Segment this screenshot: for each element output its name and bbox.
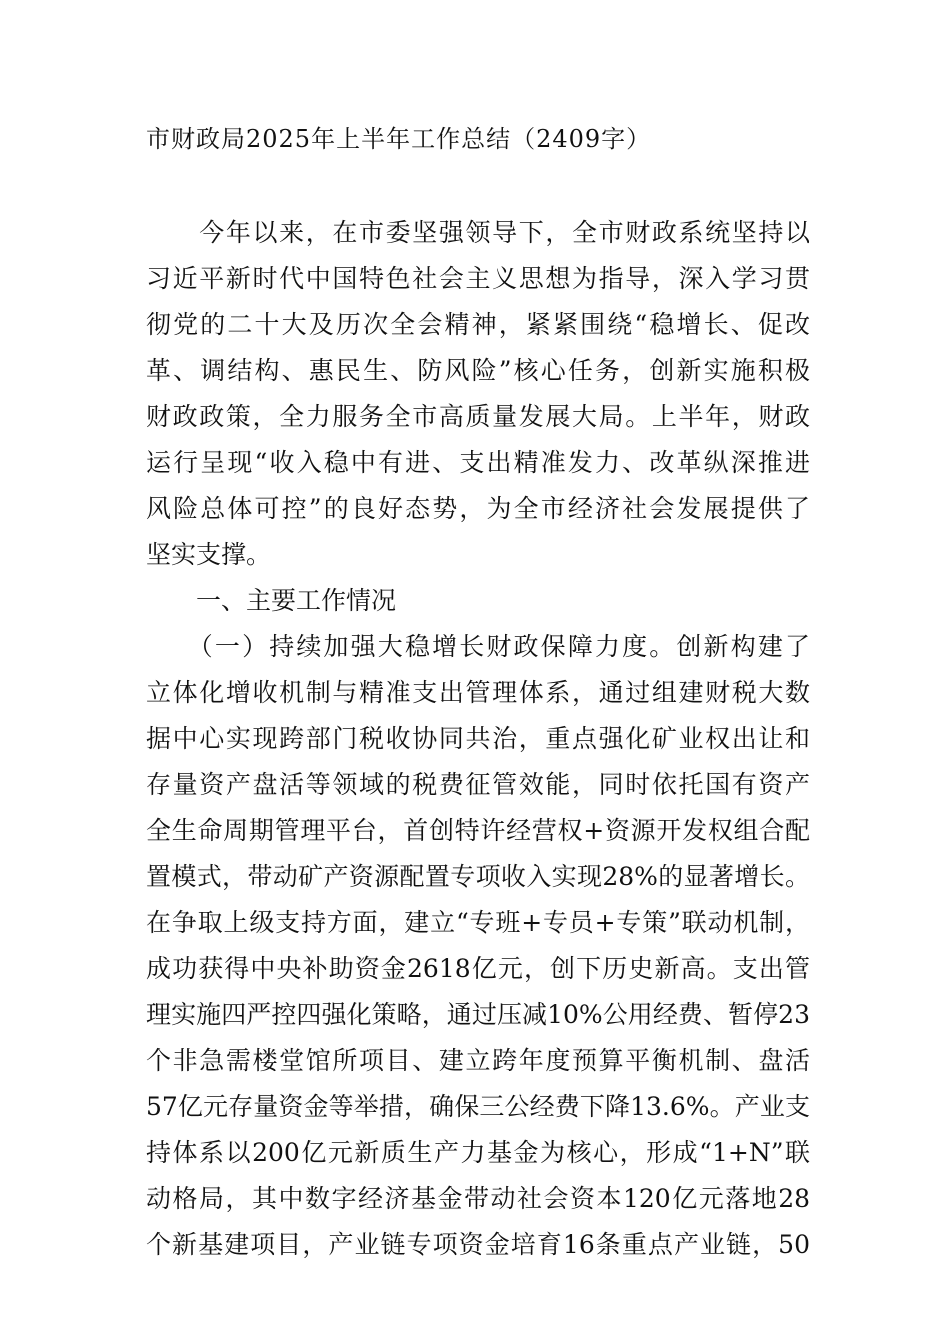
- body-line: 持体系以200亿元新质生产力基金为核心，形成“1+N”联: [146, 1138, 810, 1167]
- body-line: 今年以来，在市委坚强领导下，全市财政系统坚持以: [146, 218, 810, 247]
- body-line: 习近平新时代中国特色社会主义思想为指导，深入学习贯: [146, 264, 810, 293]
- body-line: 动格局，其中数字经济基金带动社会资本120亿元落地28: [146, 1184, 810, 1213]
- body-line: 理实施四严控四强化策略，通过压减10%公用经费、暂停23: [146, 1000, 810, 1029]
- document-title: 市财政局2025年上半年工作总结（2409字）: [146, 125, 652, 153]
- body-line: 坚实支撑。: [146, 540, 272, 569]
- body-line: 在争取上级支持方面，建立“专班+专员+专策”联动机制，: [146, 908, 810, 937]
- section-heading: 一、主要工作情况: [146, 586, 397, 615]
- body-line: 个非急需楼堂馆所项目、建立跨年度预算平衡机制、盘活: [146, 1046, 810, 1075]
- body-line: 财政政策，全力服务全市高质量发展大局。上半年，财政: [146, 402, 810, 431]
- body-line: 个新基建项目，产业链专项资金培育16条重点产业链，50: [146, 1230, 810, 1259]
- body-line: 运行呈现“收入稳中有进、支出精准发力、改革纵深推进: [146, 448, 810, 477]
- body-line: 全生命周期管理平台，首创特许经营权+资源开发权组合配: [146, 816, 810, 845]
- body-line: 彻党的二十大及历次全会精神，紧紧围绕“稳增长、促改: [146, 310, 810, 339]
- body-line: 立体化增收机制与精准支出管理体系，通过组建财税大数: [146, 678, 810, 707]
- document-body: [146, 210, 810, 1268]
- body-line: 风险总体可控”的良好态势，为全市经济社会发展提供了: [146, 494, 810, 523]
- body-line: 置模式，带动矿产资源配置专项收入实现28%的显著增长。: [146, 862, 810, 891]
- body-line: 据中心实现跨部门税收协同共治，重点强化矿业权出让和: [146, 724, 810, 753]
- body-line: 成功获得中央补助资金2618亿元，创下历史新高。支出管: [146, 954, 810, 983]
- body-line: （一）持续加强大稳增长财政保障力度。创新构建了: [146, 632, 810, 661]
- body-line: 革、调结构、惠民生、防风险”核心任务，创新实施积极: [146, 356, 810, 385]
- body-line: 57亿元存量资金等举措，确保三公经费下降13.6%。产业支: [146, 1092, 810, 1121]
- body-line: 存量资产盘活等领域的税费征管效能，同时依托国有资产: [146, 770, 810, 799]
